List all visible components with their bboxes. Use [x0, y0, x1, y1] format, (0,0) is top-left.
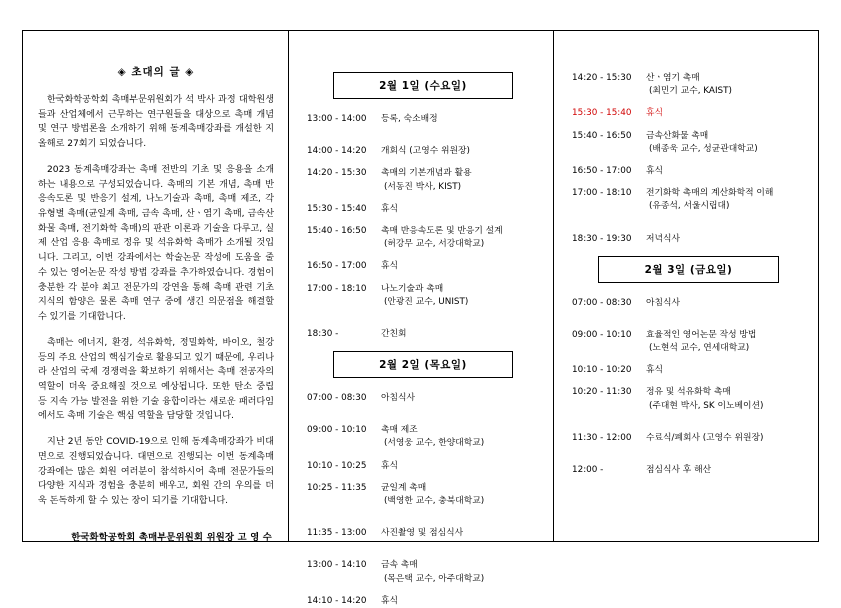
schedule-description: 점심식사 후 해산 [646, 465, 712, 475]
schedule-row [572, 72, 805, 98]
schedule-time: 10:25 - 11:35 [307, 482, 367, 493]
schedule-description: 수료식/폐회사 (고영수 위원장) [646, 432, 764, 443]
day1-schedule [307, 113, 539, 341]
column-invitation [22, 30, 288, 542]
schedule-time: 18:30 - [307, 328, 339, 339]
schedule-description: 금속산화물 촉매 (배종욱 교수, 성균관대학교) [646, 130, 805, 156]
column-schedule-day1-day2 [288, 30, 554, 606]
schedule-row [572, 130, 805, 156]
schedule-time: 09:00 - 10:10 [307, 425, 367, 436]
schedule-row [572, 432, 805, 445]
schedule-time: 16:50 - 17:00 [572, 165, 632, 176]
schedule-row [307, 203, 539, 216]
schedule-time: 10:20 - 11:30 [572, 387, 632, 398]
schedule-description: 금속 촉매 (목은택 교수, 아주대학교) [381, 559, 539, 585]
schedule-gap [307, 549, 539, 559]
schedule-speaker: (주대현 박사, SK 이노베이션) [649, 400, 764, 411]
schedule-speaker: (배종욱 교수, 성균관대학교) [649, 143, 758, 154]
schedule-speaker: (허강무 교수, 서강대학교) [384, 239, 485, 250]
schedule-row [307, 145, 539, 158]
schedule-row [307, 482, 539, 508]
schedule-description: 균일계 촉매 (백영한 교수, 충북대학교) [381, 482, 539, 508]
schedule-time: 10:10 - 10:25 [307, 460, 367, 471]
schedule-description: 촉매 제조 (서영웅 교수, 한양대학교) [381, 424, 539, 450]
column-schedule-day2cont-day3 [554, 30, 819, 542]
schedule-speaker: (유종석, 서울시립대) [649, 201, 730, 212]
schedule-time: 13:00 - 14:10 [307, 560, 367, 571]
schedule-description: 정유 및 석유화학 촉매 (주대현 박사, SK 이노베이션) [646, 386, 805, 412]
schedule-speaker: (최민기 교수, KAIST) [649, 86, 732, 97]
schedule-time: 14:00 - 14:20 [307, 146, 367, 157]
day2-header: 2월 2일 (목요일) [333, 351, 513, 378]
schedule-description: 아침식사 [646, 297, 680, 308]
schedule-row [307, 595, 539, 608]
schedule-row [307, 113, 539, 126]
schedule-row [307, 328, 539, 341]
schedule-row [307, 527, 539, 540]
schedule-row [572, 297, 805, 310]
schedule-speaker: (노현석 교수, 연세대학교) [649, 343, 750, 354]
schedule-gap [307, 318, 539, 328]
schedule-speaker: (안광진 교수, UNIST) [384, 296, 469, 307]
invitation-paragraph-2: 2023 동계촉매강좌는 촉매 전반의 기초 및 응용을 소개하는 내용으로 구성되었습니다. 촉매의 기본 개념, 촉매 반응속도론 및 반응기 설계, 나노기술과 촉매, 촉매 제조, 각 유형별 촉매(균일계 촉매, 금속 촉매, 산ㆍ염기 촉매, 금속산화물 촉매, 전기화학 촉매)의 판관 이론과 기술을 다루고, 실제 산업 응용 촉매로 정유 및 석유화학 촉매가 소개될 것입니다. 그리고, 이번 강좌에서는 학술논문 작성에 도움을 줄 수 있는 영어논문 작성 방법 강좌를 추가하였습니다. 경험이 충분한 각 분야 최고 전문가의 강연을 통해 촉매 관련 기초 지식의 함양은 물론 촉매 연구 중에 생긴 의문점을 해결할 수 있기를 기대합니다. [38, 164, 274, 323]
schedule-gap [307, 517, 539, 527]
schedule-row [307, 559, 539, 585]
schedule-time: 09:00 - 10:10 [572, 329, 632, 340]
schedule-gap [572, 422, 805, 432]
day2-schedule [307, 392, 539, 608]
schedule-description: 간친회 [381, 328, 407, 339]
schedule-time: 11:35 - 13:00 [307, 528, 367, 539]
schedule-row [572, 165, 805, 178]
schedule-time: 07:00 - 08:30 [572, 297, 632, 308]
schedule-time: 12:00 - [572, 465, 604, 475]
day2-schedule-continued [572, 72, 805, 246]
invitation-signature: 한국화학공학회 촉매부문위원회 위원장 고 영 수 [71, 531, 272, 543]
schedule-time: 17:00 - 18:10 [307, 283, 367, 294]
schedule-description: 휴식 [646, 108, 663, 119]
invitation-paragraph-4: 지난 2년 동안 COVID-19으로 인해 동계촉매강좌가 비대면으로 진행되었습니다. 대면으로 진행되는 이번 동계촉매강좌에는 많은 회원 여러분이 참석하시어 촉매 전문가들의 다양한 지식과 경험을 충분히 배우고, 회원 간의 우의를 더욱 돈독하게 할 수 있는 장이 되기를 기대합니다. [38, 437, 274, 506]
schedule-description: 등록, 숙소배정 [381, 114, 438, 124]
schedule-row [572, 187, 805, 213]
schedule-time: 07:00 - 08:30 [307, 393, 367, 404]
day3-schedule [572, 297, 805, 478]
schedule-row [572, 107, 805, 120]
schedule-time: 11:30 - 12:00 [572, 432, 632, 443]
schedule-row [307, 460, 539, 473]
schedule-speaker: (서영웅 교수, 한양대학교) [384, 438, 485, 449]
schedule-time: 14:10 - 14:20 [307, 595, 367, 606]
schedule-description: 휴식 [646, 165, 663, 176]
schedule-time: 14:20 - 15:30 [572, 73, 632, 83]
schedule-time: 15:40 - 16:50 [572, 130, 632, 141]
schedule-row [307, 424, 539, 450]
schedule-description: 촉매 반응속도론 및 반응기 설계 (허강무 교수, 서강대학교) [381, 225, 539, 251]
schedule-time: 15:30 - 15:40 [307, 203, 367, 214]
schedule-row [572, 364, 805, 377]
schedule-speaker: (백영한 교수, 충북대학교) [384, 496, 485, 506]
schedule-description: 휴식 [381, 595, 398, 606]
schedule-time: 17:00 - 18:10 [572, 188, 632, 199]
schedule-description: 산ㆍ염기 촉매 (최민기 교수, KAIST) [646, 72, 805, 98]
schedule-gap [307, 414, 539, 424]
invitation-title: ◈ 초대의 글 ◈ [117, 66, 195, 78]
schedule-time: 16:50 - 17:00 [307, 261, 367, 272]
schedule-gap [572, 454, 805, 464]
schedule-description: 휴식 [646, 365, 663, 376]
schedule-time: 15:40 - 16:50 [307, 225, 367, 236]
schedule-row [572, 386, 805, 412]
schedule-time: 10:10 - 10:20 [572, 365, 632, 376]
schedule-row [572, 329, 805, 355]
schedule-description: 휴식 [381, 203, 398, 214]
schedule-description: 휴식 [381, 460, 398, 471]
day1-header: 2월 1일 (수요일) [333, 72, 513, 99]
schedule-row [307, 392, 539, 405]
schedule-time: 13:00 - 14:00 [307, 114, 367, 124]
schedule-description: 사진촬영 및 점심식사 [381, 528, 464, 539]
schedule-description: 저녁식사 [646, 233, 680, 244]
schedule-time: 14:20 - 15:30 [307, 168, 367, 179]
schedule-description: 효율적인 영어논문 작성 방법 (노현석 교수, 연세대학교) [646, 329, 805, 355]
three-column-layout [22, 30, 819, 606]
schedule-description: 아침식사 [381, 393, 415, 404]
schedule-row [572, 464, 805, 477]
schedule-description: 전기화학 촉매의 계산화학적 이해 (유종석, 서울시립대) [646, 187, 805, 213]
schedule-row [307, 167, 539, 193]
schedule-description: 개회식 (고영수 위원장) [381, 146, 470, 157]
schedule-description: 촉매의 기본개념과 활용 (서동진 박사, KIST) [381, 167, 539, 193]
invitation-paragraph-1: 한국화학공학회 촉매부문위원회가 석 박사 과정 대학원생들과 산업체에서 근무하는 연구원들을 대상으로 촉매 개념 및 연구 방법론을 소개하기 위해 동계촉매강좌를 개설한 지 올해로 27회기 되었습니다. [38, 95, 274, 150]
schedule-speaker: (서동진 박사, KIST) [384, 181, 462, 192]
schedule-description: 나노기술과 촉매 (안광진 교수, UNIST) [381, 283, 539, 309]
schedule-row [307, 260, 539, 273]
day3-header: 2월 3일 (금요일) [598, 256, 779, 283]
schedule-time: 15:30 - 15:40 [572, 108, 632, 119]
invitation-paragraph-3: 촉매는 에너지, 환경, 석유화학, 정밀화학, 바이오, 철강 등의 주요 산업의 핵심기술로 활용되고 있기 때문에, 우리나라 산업의 국제 경쟁력을 확보하기 위해서는 촉매 전공자의 역할이 더욱 중요해질 것으로 예상됩니다. 또한 탄소 중립 등 지속 가능 발전을 위한 기술 융합이라는 새로운 패러다임에서도 촉매 기술은 핵심 역할을 담당할 것입니다. [38, 337, 274, 422]
schedule-gap [307, 135, 539, 145]
schedule-row [307, 225, 539, 251]
schedule-speaker: (목은택 교수, 아주대학교) [384, 573, 485, 584]
schedule-gap [572, 223, 805, 233]
schedule-row [307, 283, 539, 309]
schedule-time: 18:30 - 19:30 [572, 233, 632, 244]
schedule-row [572, 233, 805, 246]
schedule-gap [572, 319, 805, 329]
schedule-description: 휴식 [381, 261, 398, 272]
